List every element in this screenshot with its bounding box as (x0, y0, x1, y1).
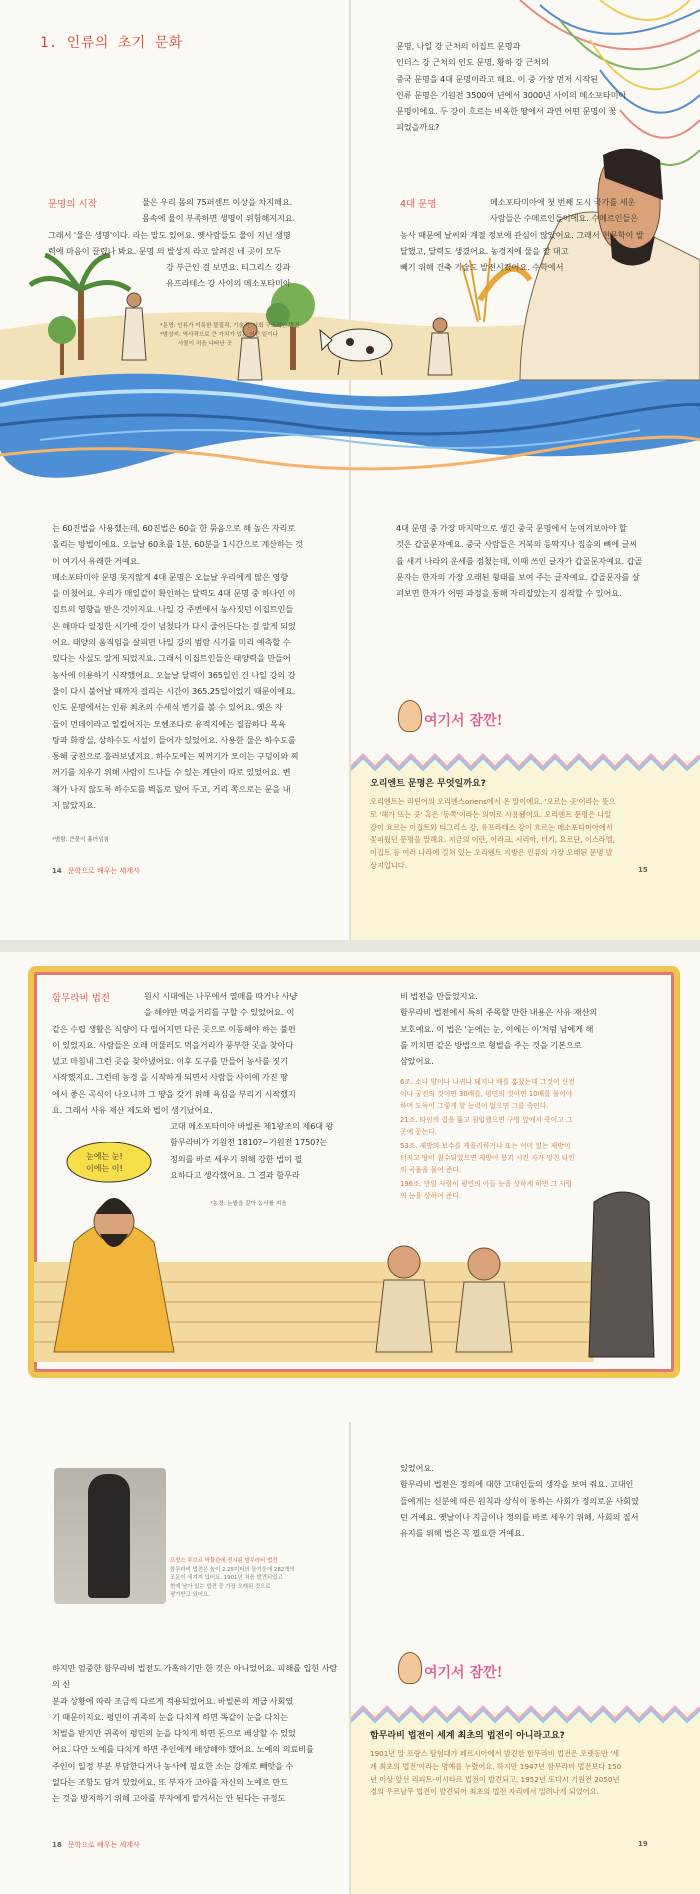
body-text-left-page-18: 하지만 엄중한 함무라비 법전도 가혹하기만 한 것은 아니었어요. 피해를 입힌 사람의 신 분과 상황에 따라 조금씩 다르게 적용되었어요. 바빌론의 계급 사회였 기 때문이지요. 평민이 귀족의 눈을 다치게 하면 똑같이 눈을 다치는 처벌을 받지만 귀족이 평민의 눈을 다치게 하면 돈으로 배상할 수 있었 어요. 다만 노예를 다치게 하면 주인에게 배상해야 했어요. 노예의 의료비를 주인이 일정 부분 부담한다거나 농사에 필요한 소는 강제로 빼앗을 수 없다는 조항도 담겨 있었어요. 또 부자가 고아를 자신의 노예로 만드 는 것을 방지하기 위해 고아를 부자에게 맡겨서는 안 된다는 규정도 (52, 1663, 338, 1804)
intro-text-right: 메소포타미아에 첫 번째 도시 국가를 세운 사람들은 수메르인들이에요. 수메르인들은 농사 때문에 날씨와 계절 정보에 관심이 많았어요. 그래서 천문학이 발 달했고, 달력도 생겼어요. 농경지에 물을 잘 대고 빼기 위해 건축 기술도 발전시켰어요. 수학에서 (400, 197, 644, 273)
law-article-6: 6조. 소나 양이나 나귀나 돼지나 배를 훔쳤는데 그것이 신전이나 궁전의 것이면 30배를, 평민의 것이면 10배를 물어야 하며 도둑이 그렇게 할 능력이 없으면 그를 죽인다. (400, 1078, 575, 1110)
folio-left: 18 문학으로 배우는 세계사 (52, 1841, 140, 1849)
hammurabi-illustration (34, 1142, 666, 1367)
law-article-196: 196조. 만일 사람이 평민의 아들 눈을 상하게 하면 그 사람의 눈을 상하여 준다. (400, 1180, 573, 1200)
king-hammurabi-drawing (54, 1198, 174, 1352)
body-text-right-page-15: 4대 문명 중 가장 마지막으로 생긴 중국 문명에서 눈여겨보아야 할 것은 갑골문자예요. 중국 사람들은 거북의 등딱지나 짐승의 뼈에 글씨 를 새겨 나라의 운세를 점쳤는데, 이때 쓰인 글자가 갑골문자예요. 갑골 문자는 한자의 가장 오래된 형태를 보여 주는 글자예요. 갑골문자를 살 펴보면 한자가 어떤 과정을 통해 자리잡았는지 짐작할 수 있어요. (396, 523, 643, 599)
intro-text-hammurabi-2: 고대 메소포타미아 바빌론 제1왕조의 제6대 왕 함무라비가 기원전 1810?~기원전 1750?는 정의를 바로 세우기 위해 강한 법이 필 요하다고 생각했어요. 그 결과 함무라 (170, 1121, 334, 1180)
spread-pages-14-15 (0, 0, 700, 940)
speech-bubble-line2: 이에는 이! (86, 1164, 123, 1173)
here-wait-title: 여기서 잠깐! (424, 1665, 503, 1681)
zigzag-border (351, 1700, 700, 1724)
intro-text-left: 물은 우리 몸의 75퍼센트 이상을 차지해요. 몸속에 물이 부족하면 생명이 위험해지지요. 그래서 '물은 생명'이다. 라는 말도 있어요. 옛사람들도 물이 지닌 생명 력에 마음이 끌렸나 봐요. 문명 의 발상지 라고 알려진 네 곳이 모두 강 부근인 걸 보면요. 티그리스 강과 유프라테스 강 사이의 메소포타미아 (48, 197, 296, 289)
box-answer-first-law: 1901년 말 프랑스 탐험대가 페르시아에서 발견한 함무라비 법전은 오랫동안 '세 계 최초의 법전'이라는 명예를 누렸어요. 하지만 1947년 함무라비 법전보다 150 년 이상 앞선 리피트-이시타르 법전이 발견되고, 1952년 또다시 기원전 2050년 경의 우르남무 법전이 발견되어 최초의 법전 자리에서 밀려나게 되었어요. (370, 1749, 622, 1797)
stele-photo-caption: 프랑스 루브르 박물관에 전시된 함무라비 법전 함무라비 법전은 높이 2.25미터의 돌기둥에 282개의 조문이 새겨져 있어요. 1901년 처음 발견되었고 현재 남아 있는 법전 중 가장 오래된 것으로 평가받고 있어요. (170, 1558, 295, 1598)
zigzag-border (351, 748, 700, 772)
section-title-four-civilizations: 4대 문명 (400, 199, 437, 210)
box-question-orient: 오리엔트 문명은 무엇일까요? (370, 779, 486, 789)
folio-left: 14 문학으로 배우는 세계사 (52, 867, 140, 875)
footnote-civilization: *문명: 인류가 이룩한 물질적, 기술적, 사회 구조적인 발전 *발상지: 역사적으로 큰 가치가 있는 어떤 일이나 사물이 처음 나타난 곳 (160, 323, 300, 347)
intro-text-right-top: 문명, 나일 강 근처의 이집트 문명과 인더스 강 근처의 인도 문명, 황하 강 근처의 중국 문명을 4대 문명이라고 해요. 이 중 가장 먼저 시작된 인류 문명은 기원전 3500여 년에서 3000년 사이의 메소포타미아 문명이에요. 두 강이 흐르는 비옥한 땅에서 과연 어떤 문명이 꽃 피었을까요? (396, 41, 627, 133)
stele-photo (54, 1468, 166, 1604)
speech-bubble-line1: 눈에는 눈! (86, 1152, 123, 1161)
intro-text-hammurabi: 원시 시대에는 나무에서 열매를 따거나 사냥 을 해야만 먹을거리를 구할 수 있었어요. 이 같은 수렵 생활은 식량이 다 떨어지면 다른 곳으로 이동해야 하는 불편 이 있었지요. 사람들은 오래 머물러도 먹을거리가 풍부한 곳을 찾아다 녔고 마침내 그런 곳을 찾아냈어요. 이후 도구를 만들어 농사를 짓기 시작했지요. 그런데 농경 을 시작하게 되면서 사람들 사이에 가진 땅 에서 좋은 곡식이 나오니까 그 땅을 갖기 위해 욕심을 부리기 시작했지 요. 그래서 사유 재산 제도와 법이 생기났어요. (52, 991, 298, 1116)
folio-right: 15 (638, 866, 648, 874)
here-wait-title: 여기서 잠깐! (424, 713, 503, 729)
kid-mascot-icon (398, 1652, 422, 1684)
footnote-flood: *범람: 큰물이 흘러넘침 (52, 837, 109, 843)
folio-right: 19 (638, 1840, 648, 1848)
section-title-hammurabi: 함무라비 법전 (52, 993, 111, 1004)
law-article-21: 21조. 타인의 집을 뚫고 침입했으면 구멍 앞에서 죽이고 그곳에 묻는다. (400, 1116, 573, 1136)
body-text-left-page-14: 는 60진법을 사용했는데, 60진법은 60을 한 묶음으로 해 높은 자리로 올리는 방법이에요. 오늘날 60초를 1분, 60분을 1시간으로 계산하는 것 이 여기서 유래한 거예요. 메소포타미아 문명 못지않게 4대 문명은 오늘날 우리에게 많은 영향 을 미쳤어요. 우리가 매일같이 확인하는 달력도 4대 문명 중 하나인 이 집트의 영향을 받은 것이지요. 나일 강 주변에서 농사짓던 이집트인들 은 해마다 일정한 시기에 강이 넘쳤다가 다시 줄어든다는 걸 알게 되었 어요. 태양의 움직임을 살피면 나일 강의 범람 시기를 미리 예측할 수 있다는 사실도 알게 되었지요. 그래서 이집트인들은 태양력을 만들어 농사에 이용하기 시작했어요. 오늘날 달력이 365일인 건 나일 강의 강 물이 다시 불어날 때까지 걸리는 시간이 365.25일이었기 때문이에요. 인도 문명에서는 인류 최초의 수세식 변기를 볼 수 있어요. 옛은 자 들이 먼데이라고 일컬어지는 모헨조다로 유적지에는 질끔하다 목욕 탕과 화장실, 상하수도 시설이 들어가 있었어요. 사용한 물은 하수도를 통해 궁전으로 흘러보냈지요. 하수도에는 찌꺼기가 모이는 구덩이와 찌 꺼기를 치우기 위해 사람이 드나들 수 있는 계단이 따로 있었어요. 변 재가 나지 않도록 하수도를 벽돌로 덮어 두고, 거리 쪽으로는 문을 내 지 않았지요. (52, 523, 303, 811)
box-question-first-law: 함무라비 법전이 세계 최초의 법전이 아니라고요? (370, 1731, 565, 1741)
speech-bubble (67, 1142, 151, 1182)
law-article-53: 53조. 제방의 보수를 게을리하거나 또는 이미 있는 제방이 터지고 땅이 침수되었으면 제방이 붕괴 시킨 자가 망친 타인의 곡물을 물어 준다. (400, 1142, 575, 1174)
spread-pages-18-19 (0, 952, 700, 1894)
chapter-title: 1. 인류의 초기 문화 (40, 35, 183, 51)
intro-text-right-hammurabi: 비 법전을 만들었지요. 함무라비 법전에서 특히 주목할 만한 내용은 사유 재산의 보호예요. 이 법은 '눈에는 눈, 이에는 이'처럼 남에게 해 를 끼치면 같은 방법으로 형벌을 주는 것을 기본으로 삼았어요. (400, 991, 598, 1067)
stele-drawing (589, 1192, 654, 1357)
kid-mascot-icon (398, 700, 422, 732)
box-answer-orient: 오리엔트는 라틴어의 오리엔스oriens에서 온 말이에요. '오르는 곳'이라는 뜻으 로 '해가 뜨는 곳' 혹은 '동쪽'이라는 의미로 사용됐어요. 오리엔트 문명은 나일 강이 흐르는 이집트와 티그리스 강, 유프라테스 강이 흐르는 메소포타미아에서 꽃피웠던 문명을 말해요. 지금의 이란, 이라크, 시리아, 터키, 요르단, 이스라엘, 이집트 등 여러 나라에 걸쳐 있는 오리엔트 지방은 인류의 가장 오래된 문명 발 상지입니다. (370, 797, 616, 870)
section-title-civilization-start: 문명의 시작 (48, 199, 97, 210)
body-text-right-page-19: 있었어요. 함무라비 법전은 정의에 대한 고대인들의 생각을 보여 줘요. 고대인 들에게는 신분에 따른 원칙과 상식이 통하는 사회가 정의로운 사회였 던 거예요. 옛날이나 지금이나 정의를 바로 세우기 위해, 사회의 질서 유지를 위해 법은 꼭 필요한 거예요. (400, 1463, 639, 1539)
footnote-farming: *농경: 논밭을 갈아 농사를 지음 (210, 1201, 287, 1207)
stele-photo-object (88, 1474, 130, 1598)
